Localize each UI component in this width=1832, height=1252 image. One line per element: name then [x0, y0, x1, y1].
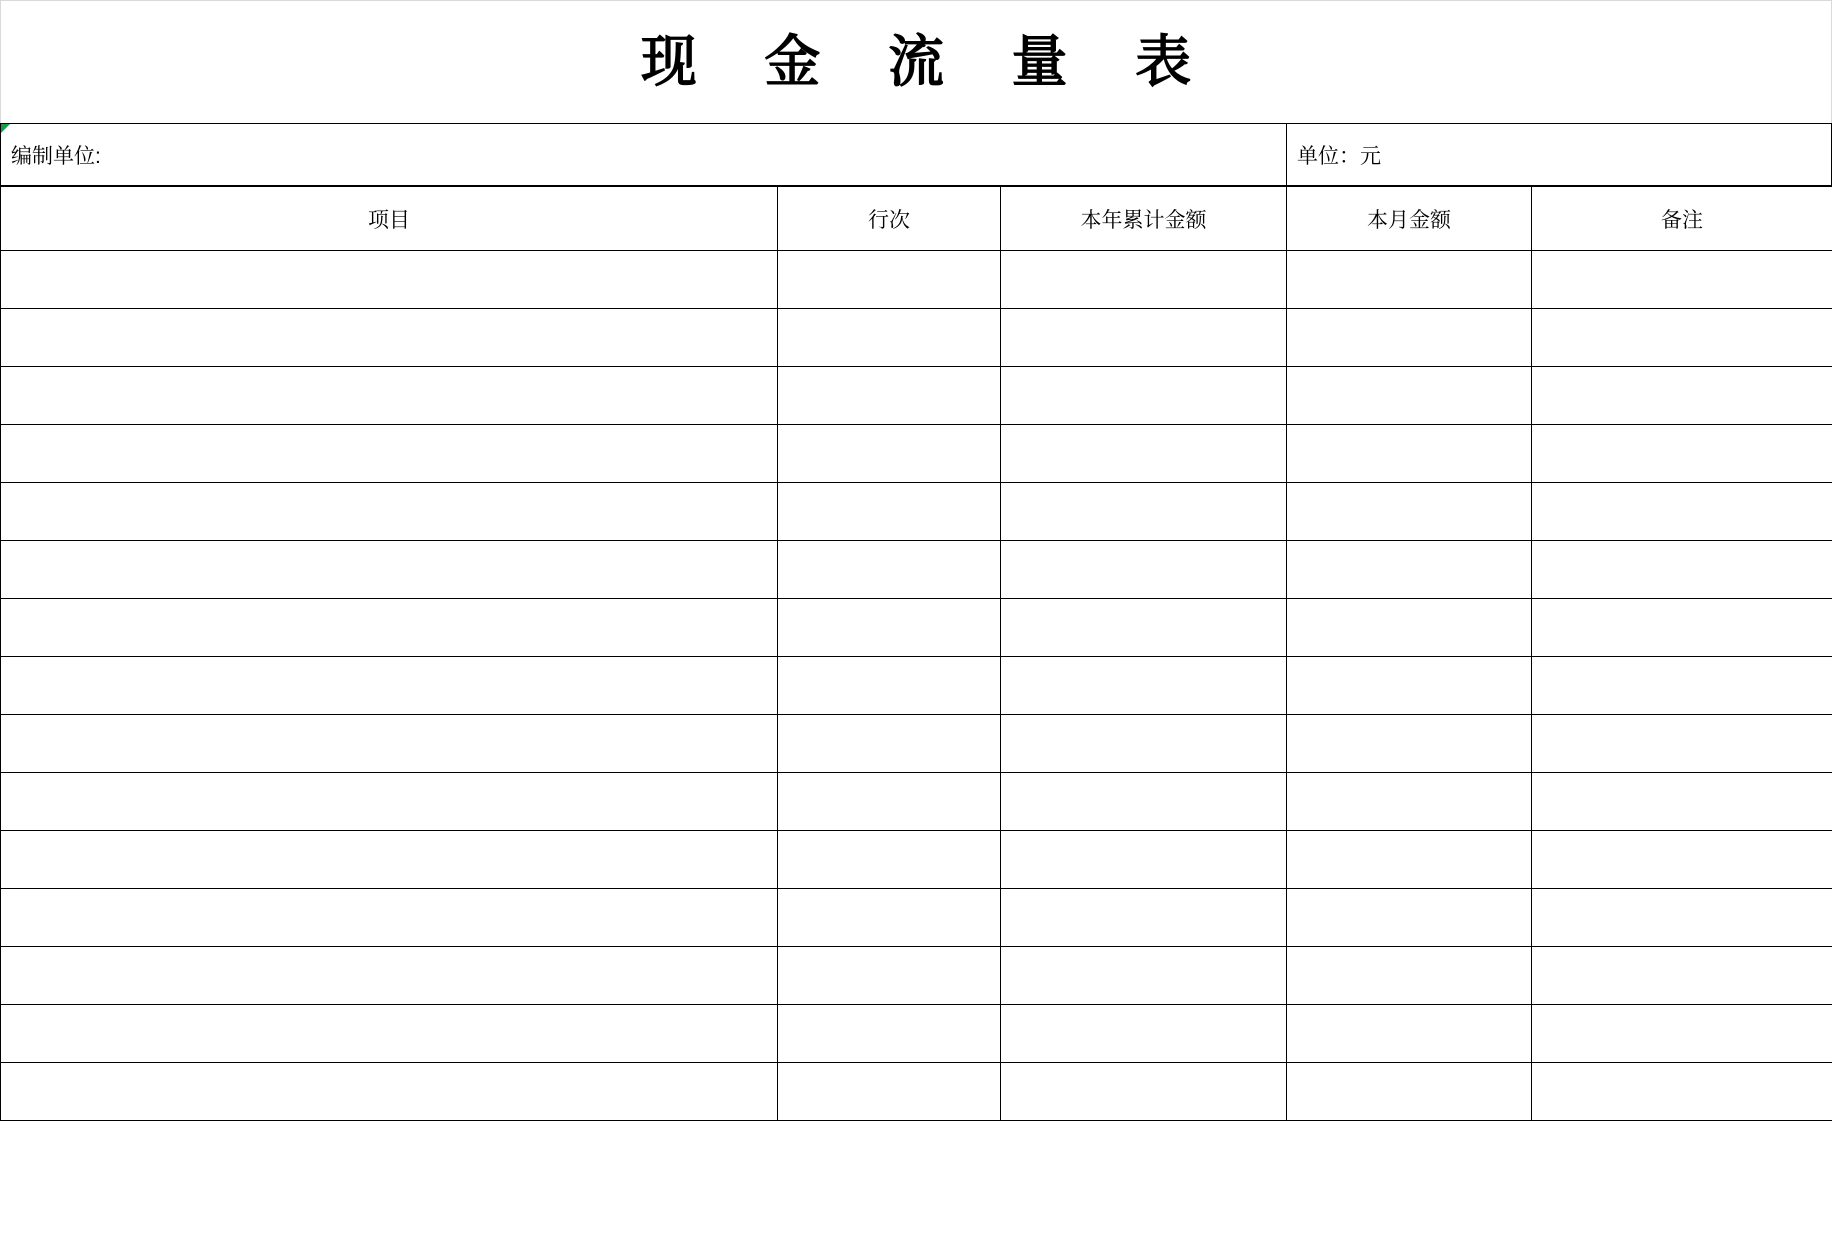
cell-ytd_amount[interactable]: [1001, 715, 1287, 773]
meta-band: [0, 124, 1832, 186]
table-row: [1, 425, 1832, 483]
cell-month_amount[interactable]: [1287, 483, 1532, 541]
cell-item[interactable]: [1, 1063, 778, 1121]
cell-item[interactable]: [1, 657, 778, 715]
cell-month_amount[interactable]: [1287, 889, 1532, 947]
column-header-remark: 备注: [1532, 187, 1832, 251]
cell-remark[interactable]: [1532, 541, 1832, 599]
cell-item[interactable]: [1, 773, 778, 831]
cell-month_amount[interactable]: [1287, 425, 1532, 483]
cell-selection-marker-icon: [1, 124, 10, 133]
table-row: [1, 309, 1832, 367]
page-title: 现 金 流 量 表: [640, 30, 1218, 93]
table-row: [1, 1005, 1832, 1063]
cell-remark[interactable]: [1532, 1005, 1832, 1063]
cell-month_amount[interactable]: [1287, 541, 1532, 599]
cell-month_amount[interactable]: [1287, 947, 1532, 1005]
cell-item[interactable]: [1, 1005, 778, 1063]
cell-line_no[interactable]: [778, 367, 1001, 425]
title-left-edge: [0, 1, 1, 123]
table-row: [1, 831, 1832, 889]
cell-remark[interactable]: [1532, 1063, 1832, 1121]
cell-month_amount[interactable]: [1287, 1005, 1532, 1063]
column-header-month-amount: 本月金额: [1287, 187, 1532, 251]
cell-ytd_amount[interactable]: [1001, 831, 1287, 889]
cell-item[interactable]: [1, 715, 778, 773]
unit-label: 单位：元: [1297, 144, 1381, 168]
column-header-line-no: 行次: [778, 187, 1001, 251]
unit-cell[interactable]: [1287, 124, 1831, 185]
cell-ytd_amount[interactable]: [1001, 947, 1287, 1005]
cell-remark[interactable]: [1532, 715, 1832, 773]
cell-line_no[interactable]: [778, 889, 1001, 947]
cell-item[interactable]: [1, 483, 778, 541]
column-header-ytd-amount: 本年累计金额: [1001, 187, 1287, 251]
table-row: [1, 251, 1832, 309]
cell-month_amount[interactable]: [1287, 1063, 1532, 1121]
cell-line_no[interactable]: [778, 251, 1001, 309]
cell-item[interactable]: [1, 599, 778, 657]
cell-ytd_amount[interactable]: [1001, 483, 1287, 541]
cell-line_no[interactable]: [778, 715, 1001, 773]
cell-ytd_amount[interactable]: [1001, 425, 1287, 483]
cell-ytd_amount[interactable]: [1001, 599, 1287, 657]
cell-month_amount[interactable]: [1287, 251, 1532, 309]
cell-line_no[interactable]: [778, 425, 1001, 483]
cash-flow-table: [0, 186, 1832, 1121]
cell-ytd_amount[interactable]: [1001, 309, 1287, 367]
cell-remark[interactable]: [1532, 831, 1832, 889]
cell-ytd_amount[interactable]: [1001, 367, 1287, 425]
cell-line_no[interactable]: [778, 657, 1001, 715]
table-row: [1, 889, 1832, 947]
cell-item[interactable]: [1, 251, 778, 309]
cell-item[interactable]: [1, 309, 778, 367]
cell-line_no[interactable]: [778, 1005, 1001, 1063]
table-header-row: [1, 187, 1832, 251]
table-header: [1, 187, 1832, 251]
table-body: [1, 251, 1832, 1121]
cell-item[interactable]: [1, 425, 778, 483]
cell-item[interactable]: [1, 541, 778, 599]
table-row: [1, 947, 1832, 1005]
cell-month_amount[interactable]: [1287, 309, 1532, 367]
cell-line_no[interactable]: [778, 1063, 1001, 1121]
cell-month_amount[interactable]: [1287, 599, 1532, 657]
cell-remark[interactable]: [1532, 889, 1832, 947]
table-row: [1, 1063, 1832, 1121]
table-row: [1, 773, 1832, 831]
table-row: [1, 599, 1832, 657]
cell-ytd_amount[interactable]: [1001, 251, 1287, 309]
cell-remark[interactable]: [1532, 483, 1832, 541]
cell-month_amount[interactable]: [1287, 367, 1532, 425]
cell-month_amount[interactable]: [1287, 715, 1532, 773]
cell-remark[interactable]: [1532, 309, 1832, 367]
cell-line_no[interactable]: [778, 599, 1001, 657]
cell-remark[interactable]: [1532, 425, 1832, 483]
table-row: [1, 715, 1832, 773]
cell-item[interactable]: [1, 367, 778, 425]
preparer-cell[interactable]: [1, 124, 1287, 185]
cell-remark[interactable]: [1532, 251, 1832, 309]
cell-remark[interactable]: [1532, 773, 1832, 831]
cell-ytd_amount[interactable]: [1001, 889, 1287, 947]
column-header-item: 项目: [1, 187, 778, 251]
preparer-label: 编制单位:: [11, 144, 101, 168]
cell-ytd_amount[interactable]: [1001, 1063, 1287, 1121]
cell-line_no[interactable]: [778, 309, 1001, 367]
cell-ytd_amount[interactable]: [1001, 1005, 1287, 1063]
cell-line_no[interactable]: [778, 541, 1001, 599]
cell-remark[interactable]: [1532, 657, 1832, 715]
cell-line_no[interactable]: [778, 773, 1001, 831]
cell-item[interactable]: [1, 947, 778, 1005]
cell-remark[interactable]: [1532, 599, 1832, 657]
cell-month_amount[interactable]: [1287, 657, 1532, 715]
cell-line_no[interactable]: [778, 483, 1001, 541]
cell-ytd_amount[interactable]: [1001, 541, 1287, 599]
table-row: [1, 541, 1832, 599]
cell-item[interactable]: [1, 831, 778, 889]
cell-ytd_amount[interactable]: [1001, 657, 1287, 715]
cell-remark[interactable]: [1532, 367, 1832, 425]
cell-item[interactable]: [1, 889, 778, 947]
cell-month_amount[interactable]: [1287, 773, 1532, 831]
table-row: [1, 483, 1832, 541]
cell-line_no[interactable]: [778, 947, 1001, 1005]
cell-ytd_amount[interactable]: [1001, 773, 1287, 831]
title-band: [0, 0, 1832, 124]
cell-line_no[interactable]: [778, 831, 1001, 889]
cell-remark[interactable]: [1532, 947, 1832, 1005]
table-row: [1, 657, 1832, 715]
cell-month_amount[interactable]: [1287, 831, 1532, 889]
table-row: [1, 367, 1832, 425]
